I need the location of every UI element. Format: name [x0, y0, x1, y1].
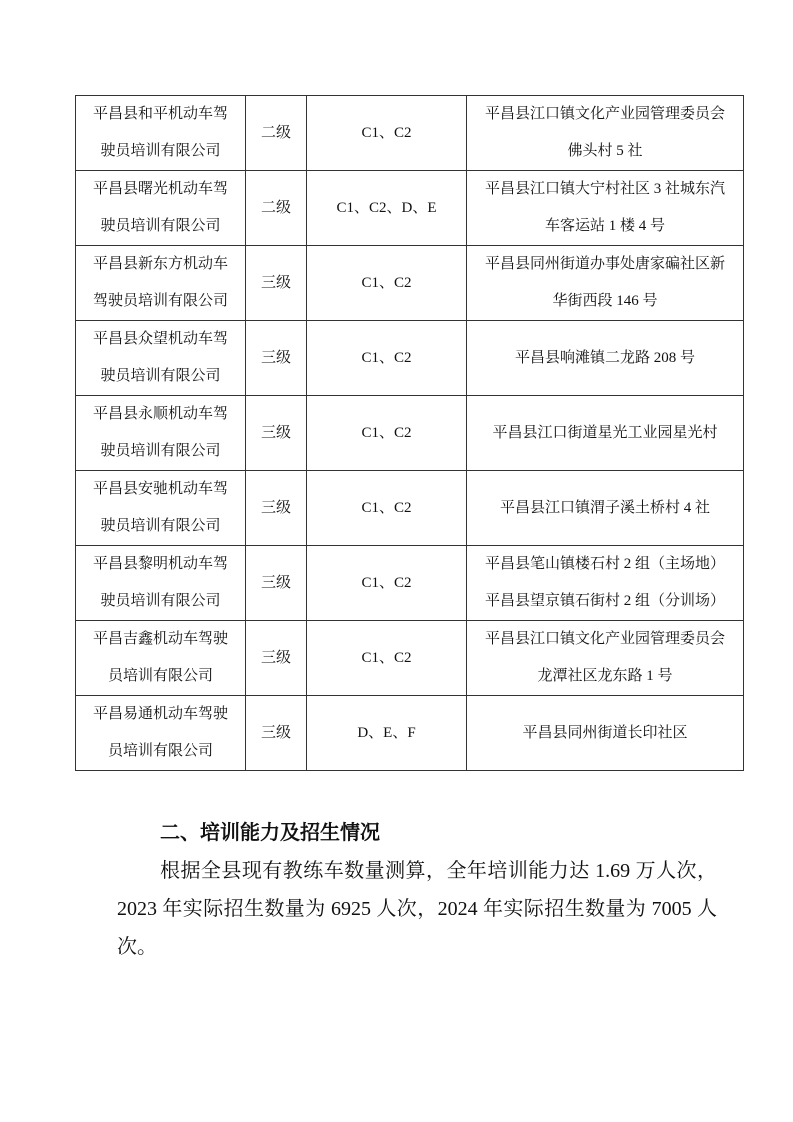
company-name-cell: [76, 321, 246, 396]
company-name-cell: [76, 171, 246, 246]
address-cell: [467, 396, 744, 471]
company-name-cell-line: 平昌县和平机动车驾: [92, 106, 228, 122]
level-cell: 二级: [246, 96, 307, 171]
company-name-cell: [76, 471, 246, 546]
level-cell: 三级: [246, 246, 307, 321]
license-types-cell: D、E、F: [307, 696, 467, 771]
address-cell-line: 华街西段 146 号: [552, 293, 658, 309]
address-cell-line: 平昌县笔山镇楼石村 2 组（主场地）: [484, 556, 725, 572]
table-row: [76, 621, 744, 696]
company-name-cell-line: 平昌县安驰机动车驾: [92, 481, 228, 497]
address-cell: [467, 321, 744, 396]
company-name-cell-line: 员培训有限公司: [107, 668, 213, 684]
address-cell-line: 车客运站 1 楼 4 号: [544, 218, 665, 234]
company-name-cell-line: 平昌县曙光机动车驾: [92, 181, 228, 197]
license-types-cell: C1、C2: [307, 396, 467, 471]
address-cell-line: 平昌县江口镇渭子溪土桥村 4 社: [499, 499, 710, 516]
table-row: [76, 696, 744, 771]
company-name-cell-line: 驾驶员培训有限公司: [92, 293, 228, 309]
address-cell: [467, 471, 744, 546]
company-name-cell-line: 平昌吉鑫机动车驾驶: [92, 631, 228, 647]
section-paragraph: 根据全县现有教练车数量测算，全年培训能力达 1.69 万人次，2023 年实际招生数量为 6925 人次，2024 年实际招生数量为 7005 人次。: [117, 860, 717, 958]
driving-school-table: [75, 95, 744, 771]
address-cell-line: 平昌县望京镇石街村 2 组（分训场）: [484, 593, 725, 609]
address-cell-line: 平昌县江口街道星光工业园星光村: [492, 424, 718, 441]
address-cell-line: 佛头村 5 社: [567, 143, 643, 159]
table-row: [76, 96, 744, 171]
address-cell-line: 平昌县江口镇大宁村社区 3 社城东汽: [484, 181, 725, 197]
company-name-cell-line: 平昌县永顺机动车驾: [92, 406, 228, 422]
address-cell-line: 平昌县江口镇文化产业园管理委员会: [484, 631, 725, 647]
table-row: [76, 171, 744, 246]
license-types-cell: C1、C2、D、E: [307, 171, 467, 246]
level-cell: 三级: [246, 546, 307, 621]
level-cell: 三级: [246, 696, 307, 771]
table-row: [76, 246, 744, 321]
address-cell: [467, 171, 744, 246]
company-name-cell: [76, 546, 246, 621]
level-cell: 三级: [246, 471, 307, 546]
company-name-cell-line: 平昌县新东方机动车: [92, 256, 228, 272]
company-name-cell-line: 驶员培训有限公司: [100, 143, 221, 159]
level-cell: 三级: [246, 321, 307, 396]
section-heading: 二、培训能力及招生情况: [160, 820, 380, 844]
license-types-cell: C1、C2: [307, 246, 467, 321]
address-cell: [467, 621, 744, 696]
company-name-cell-line: 平昌县黎明机动车驾: [92, 556, 228, 572]
address-cell: [467, 96, 744, 171]
company-name-cell-line: 驶员培训有限公司: [100, 518, 221, 534]
company-name-cell-line: 驶员培训有限公司: [100, 218, 221, 234]
address-cell-line: 平昌县响滩镇二龙路 208 号: [514, 349, 695, 366]
address-cell-line: 平昌县同州街道长印社区: [522, 724, 688, 741]
company-name-cell: [76, 396, 246, 471]
level-cell: 三级: [246, 621, 307, 696]
company-name-cell-line: 驶员培训有限公司: [100, 443, 221, 459]
level-cell: 三级: [246, 396, 307, 471]
table-row: [76, 396, 744, 471]
license-types-cell: C1、C2: [307, 96, 467, 171]
company-name-cell: [76, 246, 246, 321]
license-types-cell: C1、C2: [307, 471, 467, 546]
address-cell: [467, 696, 744, 771]
company-name-cell: [76, 621, 246, 696]
table-row: [76, 321, 744, 396]
address-cell-line: 平昌县江口镇文化产业园管理委员会: [484, 106, 725, 122]
company-name-cell: [76, 96, 246, 171]
company-name-cell-line: 员培训有限公司: [107, 743, 213, 759]
address-cell: [467, 246, 744, 321]
level-cell: 二级: [246, 171, 307, 246]
license-types-cell: C1、C2: [307, 621, 467, 696]
company-name-cell-line: 驶员培训有限公司: [100, 593, 221, 609]
company-name-cell-line: 驶员培训有限公司: [100, 368, 221, 384]
table-row: [76, 546, 744, 621]
company-name-cell: [76, 696, 246, 771]
company-name-cell-line: 平昌县众望机动车驾: [92, 331, 228, 347]
license-types-cell: C1、C2: [307, 546, 467, 621]
table-row: [76, 471, 744, 546]
address-cell-line: 龙潭社区龙东路 1 号: [537, 668, 673, 684]
license-types-cell: C1、C2: [307, 321, 467, 396]
company-name-cell-line: 平昌易通机动车驾驶: [92, 706, 228, 722]
address-cell-line: 平昌县同州街道办事处唐家碥社区新: [484, 256, 725, 272]
address-cell: [467, 546, 744, 621]
